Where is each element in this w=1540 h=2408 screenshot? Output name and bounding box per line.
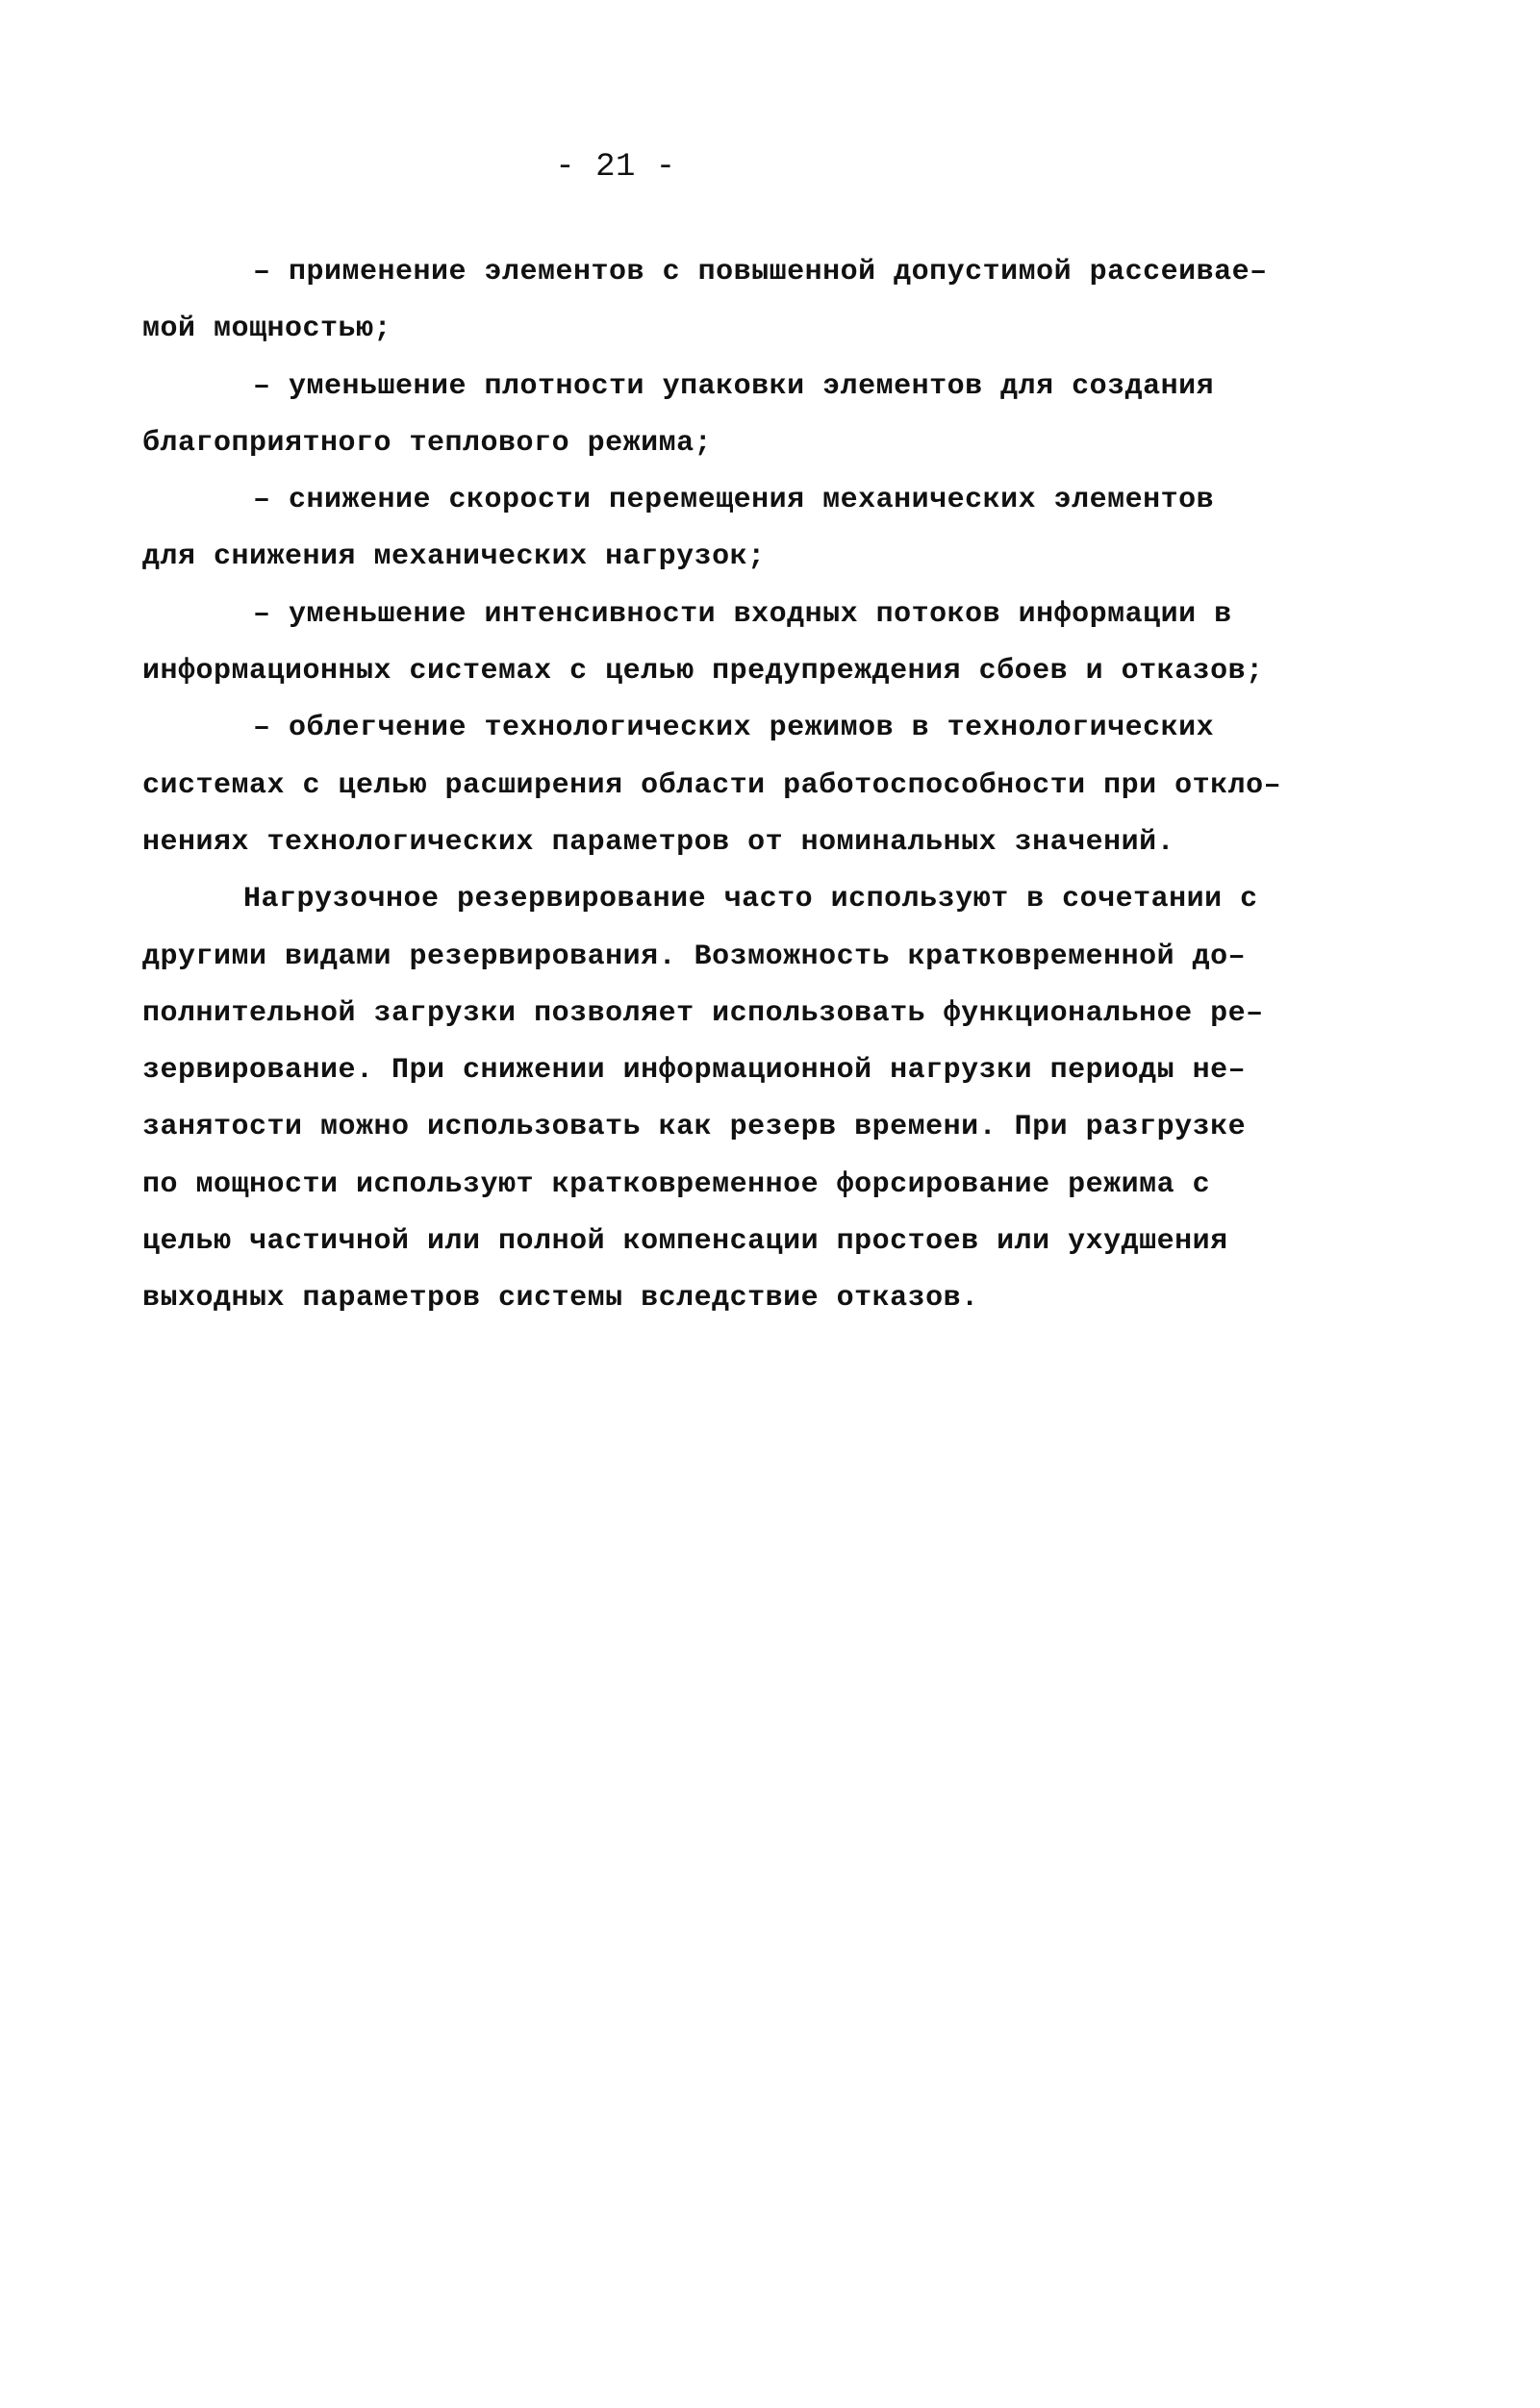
text-line: занятости можно использовать как резерв времени. При разгрузке: [142, 1111, 1247, 1144]
text-line: – уменьшение плотности упаковки элементов для создания: [253, 369, 1215, 403]
text-line: мой мощностью;: [142, 313, 392, 346]
text-line: системах с целью расширения области работоспособности при откло–: [142, 768, 1282, 802]
text-line: – уменьшение интенсивности входных потоков информации в: [253, 597, 1232, 631]
text-line: другими видами резервирования. Возможность кратковременной до–: [142, 940, 1247, 973]
text-line: целью частичной или полной компенсации простоев или ухудшения: [142, 1225, 1228, 1259]
text-line: благоприятного теплового режима;: [142, 426, 713, 460]
text-line: по мощности используют кратковременное форсирование режима с: [142, 1167, 1211, 1201]
text-line: зервирование. При снижении информационной нагрузки периоды не–: [142, 1054, 1247, 1088]
text-line: – облегчение технологических режимов в технологических: [253, 712, 1215, 745]
body-text: [142, 244, 1287, 1328]
text-line: Нагрузочное резервирование часто используют в сочетании с: [243, 883, 1258, 916]
text-line: для снижения механических нагрузок;: [142, 540, 766, 574]
text-line: нениях технологических параметров от номинальных значений.: [142, 825, 1175, 859]
text-line: выходных параметров системы вследствие отказов.: [142, 1282, 979, 1316]
text-line: информационных системах с целью предупреждения сбоев и отказов;: [142, 655, 1264, 689]
text-line: – применение элементов с повышенной допустимой рассеивае–: [253, 256, 1268, 288]
page-number: - 21 -: [555, 149, 676, 186]
text-line: – снижение скорости перемещения механических элементов: [253, 484, 1215, 517]
text-line: полнительной загрузки позволяет использовать функциональное ре–: [142, 996, 1264, 1030]
